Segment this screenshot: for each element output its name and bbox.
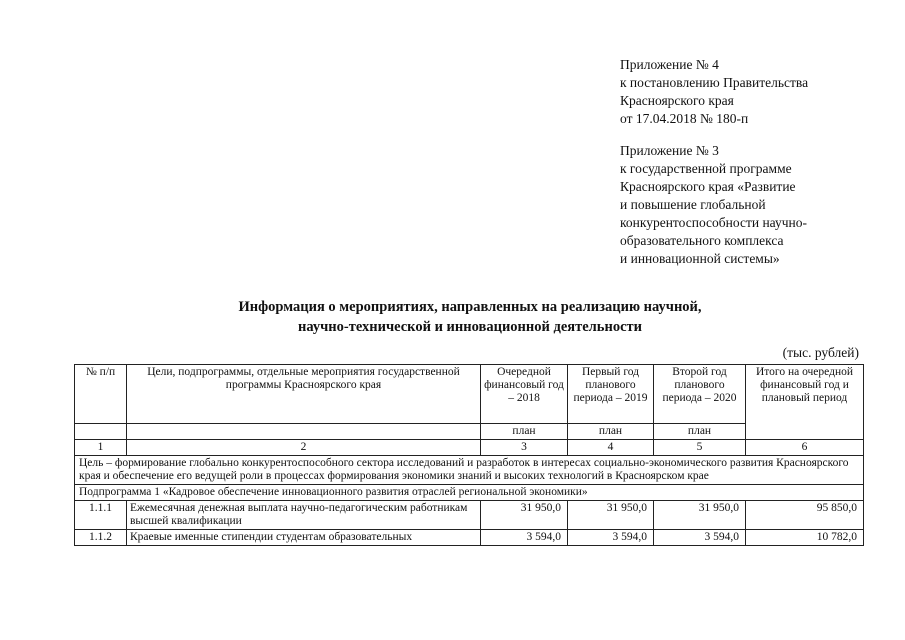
approval-line: образовательного комплекса <box>620 233 784 248</box>
row-value-2020: 3 594,0 <box>654 530 746 546</box>
row-num: 1.1.2 <box>75 530 127 546</box>
approval-block-program <box>620 142 807 268</box>
approval-line: к постановлению Правительства <box>620 75 809 90</box>
approval-line: Приложение № 3 <box>620 143 719 158</box>
table-row <box>75 501 864 530</box>
approval-block-resolution <box>620 56 808 128</box>
header-total: Итого на очередной финансовый год и плановый период <box>746 365 864 440</box>
column-index: 1 <box>75 440 127 456</box>
document-title <box>150 297 790 337</box>
table-header-row <box>75 365 864 424</box>
header-2020: Второй год планового периода – 2020 <box>654 365 746 424</box>
row-num: 1.1.1 <box>75 501 127 530</box>
goal-text: Цель – формирование глобально конкурентоспособного сектора исследований и разработок в интересах социально-экономического развития Красноярского края и обеспечение его ведущей роли в процессах формирования экономики знаний и высоких технологий в Красноярском крае <box>75 456 864 485</box>
column-index: 5 <box>654 440 746 456</box>
row-value-2020: 31 950,0 <box>654 501 746 530</box>
row-value-total: 10 782,0 <box>746 530 864 546</box>
units-label: (тыс. рублей) <box>782 345 859 360</box>
table-plan-row <box>75 424 864 440</box>
document-title-line: Информация о мероприятиях, направленных на реализацию научной, <box>238 299 702 315</box>
subprogram-row <box>75 485 864 501</box>
column-index: 3 <box>481 440 568 456</box>
header-empty-cell <box>75 424 127 440</box>
row-name: Ежемесячная денежная выплата научно-педагогическим работникам высшей квалификации <box>127 501 481 530</box>
header-empty-cell <box>127 424 481 440</box>
header-plan-2018: план <box>481 424 568 440</box>
approval-line: Приложение № 4 <box>620 57 719 72</box>
row-name: Краевые именные стипендии студентам образовательных <box>127 530 481 546</box>
header-num: № п/п <box>75 365 127 424</box>
row-value-2018: 3 594,0 <box>481 530 568 546</box>
document-title-line: научно-технической и инновационной деятельности <box>298 319 642 335</box>
approval-line: Красноярского края <box>620 93 734 108</box>
column-index: 4 <box>568 440 654 456</box>
row-value-2018: 31 950,0 <box>481 501 568 530</box>
header-goals: Цели, подпрограммы, отдельные мероприятия государственной программы Красноярского края <box>127 365 481 424</box>
goal-row <box>75 456 864 485</box>
approval-line: конкурентоспособности научно- <box>620 215 807 230</box>
header-2019: Первый год планового периода – 2019 <box>568 365 654 424</box>
header-plan-2020: план <box>654 424 746 440</box>
subprogram-title: Подпрограмма 1 «Кадровое обеспечение инновационного развития отраслей региональной экономики» <box>75 485 864 501</box>
approval-line: от 17.04.2018 № 180-п <box>620 111 749 126</box>
approval-line: и повышение глобальной <box>620 197 766 212</box>
column-index: 2 <box>127 440 481 456</box>
approval-line: и инновационной системы» <box>620 251 780 266</box>
measures-table <box>74 364 864 546</box>
row-value-2019: 3 594,0 <box>568 530 654 546</box>
column-index: 6 <box>746 440 864 456</box>
approval-line: Красноярского края «Развитие <box>620 179 796 194</box>
header-2018: Очередной финансовый год – 2018 <box>481 365 568 424</box>
header-plan-2019: план <box>568 424 654 440</box>
table-row <box>75 530 864 546</box>
row-value-total: 95 850,0 <box>746 501 864 530</box>
approval-line: к государственной программе <box>620 161 792 176</box>
row-value-2019: 31 950,0 <box>568 501 654 530</box>
column-index-row <box>75 440 864 456</box>
